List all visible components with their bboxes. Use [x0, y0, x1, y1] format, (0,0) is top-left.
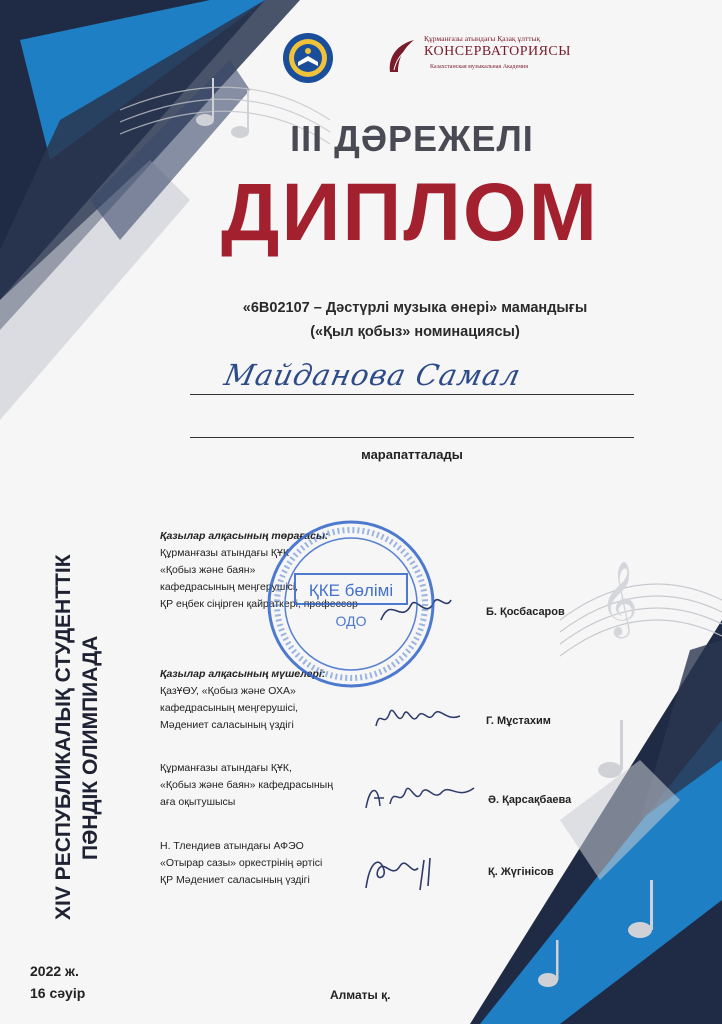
member3-name: Қ. Жүгінісов: [488, 866, 554, 878]
member2-line: «Қобыз және баян» кафедрасының: [160, 779, 334, 791]
member1-line: ҚазҰӨУ, «Қобыз және ОХА»: [160, 685, 296, 697]
member3-line: Н. Тлендиев атындағы АФЭО: [160, 840, 304, 852]
olympiad-title-line-1: XIV РЕСПУБЛИКАЛЫҚ СТУДЕНТТІК: [52, 554, 75, 920]
chair-line: ҚР еңбек сіңірген қайраткері, профессор: [160, 598, 358, 610]
conservatory-logo: [384, 34, 571, 80]
ministry-seal-icon: [282, 32, 334, 84]
member1-line: Мәдениет саласының үздігі: [160, 719, 294, 731]
member1-signature: [372, 702, 464, 736]
specialty-line-2: («Қыл қобыз» номинациясы): [310, 324, 520, 340]
member2-line: аға оқытушысы: [160, 796, 236, 808]
member3-line: «Отырар сазы» оркестрінің әртісі: [160, 857, 323, 869]
member2-line: Құрманғазы атындағы ҚҰК,: [160, 762, 292, 774]
conservatory-line-small: Құрманғазы атындағы Қазақ ұлттық: [424, 34, 541, 43]
member2-signature: [360, 778, 480, 816]
degree-title: III ДӘРЕЖЕЛІ: [290, 118, 534, 159]
stamp-text: ҚКЕ бөлімі: [308, 581, 394, 600]
member2-block: [160, 760, 333, 811]
date-block: [30, 960, 85, 1004]
stamp-subtext: ОДО: [335, 613, 367, 629]
recipient-name: Майданова Самал: [221, 358, 525, 392]
olympiad-title-line-2: ПӘНДІК ОЛИМПИАДА: [79, 635, 102, 860]
members-heading: Қазылар алқасының мүшелері:: [160, 668, 326, 680]
specialty-block: [180, 296, 650, 344]
second-underline: [190, 437, 634, 438]
official-stamp: [265, 518, 437, 690]
date-year: 2022 ж.: [30, 963, 79, 979]
name-underline: [190, 394, 634, 395]
svg-text:𝄞: 𝄞: [600, 562, 638, 636]
awarded-label: марапатталады: [361, 447, 463, 462]
chair-line: «Қобыз және баян»: [160, 564, 256, 576]
specialty-line-1: «6B02107 – Дәстүрлі музыка өнері» мамандығы: [242, 300, 588, 316]
conservatory-line-tiny: Казахстанская музыкальная Академия: [430, 64, 528, 70]
member2-name: Ә. Қарсақбаева: [488, 794, 572, 806]
conservatory-name: КОНСЕРВАТОРИЯСЫ: [424, 44, 571, 59]
date-day: 16 сәуір: [30, 985, 86, 1001]
chair-heading: Қазылар алқасының төрағасы:: [160, 530, 329, 542]
member1-line: кафедрасының меңгерушісі,: [160, 702, 299, 714]
chair-line: кафедрасының меңгерушісі,: [160, 581, 299, 593]
diploma-title: ДИПЛОМ: [221, 167, 599, 258]
chair-name: Б. Қосбасаров: [486, 606, 565, 618]
conservatory-emblem-icon: [384, 36, 420, 76]
member1-name: Г. Мұстахим: [486, 715, 551, 727]
chair-line: Құрманғазы атындағы ҚҰК: [160, 547, 289, 559]
city-label: Алматы қ.: [330, 988, 391, 1002]
member3-block: [160, 838, 322, 889]
member3-signature: [360, 850, 450, 894]
member3-line: ҚР Мәдениет саласының үздігі: [160, 874, 310, 886]
